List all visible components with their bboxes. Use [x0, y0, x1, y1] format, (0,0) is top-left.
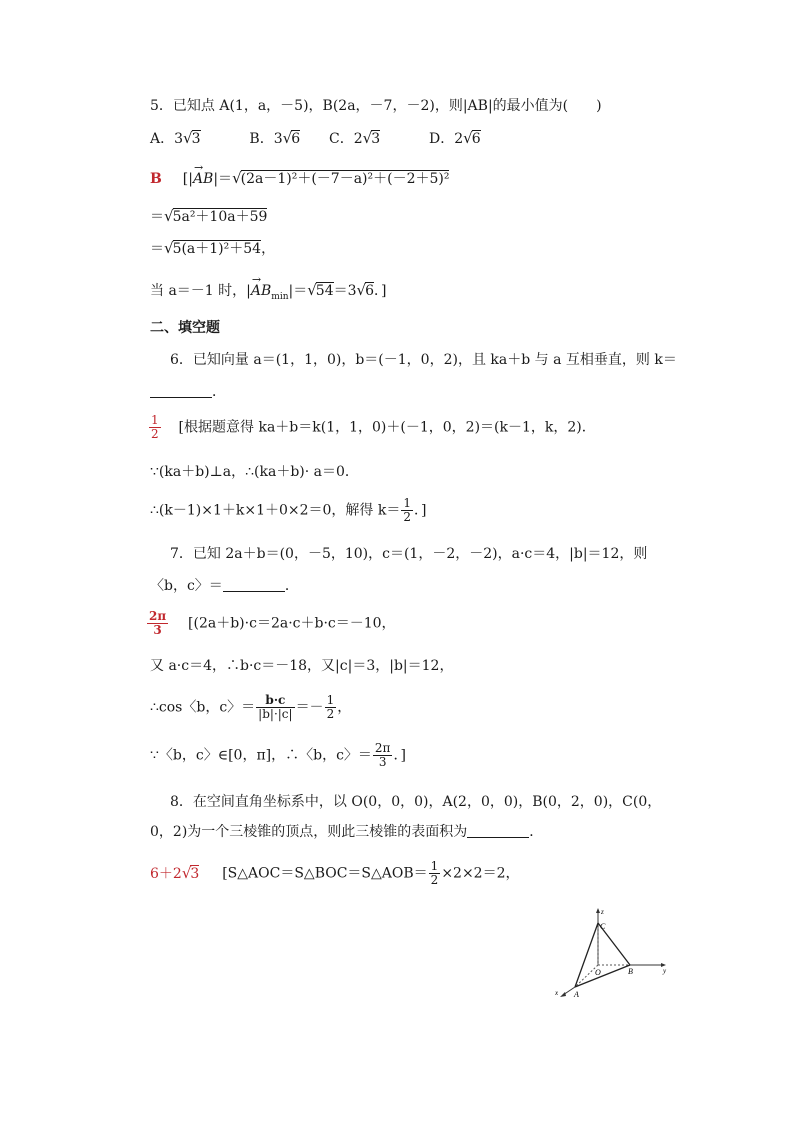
edge-ab	[575, 965, 630, 987]
q6-answer: $\frac{1}{2}$	[151, 413, 159, 441]
pyramid-figure	[555, 905, 675, 1000]
q7-solution-line2: 又 a·c＝4，∴b·c＝－18，又|c|＝3，|b|＝12，	[150, 658, 454, 674]
q8-answer: 6＋2√3	[150, 863, 200, 882]
q5-opt-d: D．2	[429, 131, 464, 147]
section-heading: 二、填空题	[150, 320, 220, 336]
label-a: A	[574, 990, 579, 999]
label-x: x	[555, 989, 559, 997]
q5-opt-a: A．3	[150, 131, 184, 147]
edge-ca	[575, 923, 598, 987]
q8-answer-blank	[467, 837, 529, 838]
label-y: y	[663, 967, 667, 975]
q5-solution-line3: ＝√5(a＋1)²＋54，	[150, 239, 276, 257]
q5-solution-line2: ＝√5a²＋10a＋59	[150, 207, 268, 225]
q6-answer-blank	[150, 397, 212, 398]
q7-solution-line1: $\frac{2\pi}{3}$ [(2a＋b)·c＝2a·c＋b·c＝－10，	[149, 609, 396, 637]
q6-solution-line2: ∵(ka＋b)⊥a，∴(ka＋b)· a＝0．	[150, 464, 359, 480]
q5-answer: B	[150, 171, 162, 187]
q5-opt-c: C．2	[329, 131, 363, 147]
q5-options: A．3√3 B．3√6 C．2√3 D．2√6	[150, 129, 481, 147]
q8-stem-line2: 0，2)为一个三棱锥的顶点，则此三棱锥的表面积为 ．	[150, 824, 544, 840]
q7-answer-blank	[223, 591, 285, 592]
label-o: O	[595, 968, 601, 977]
q8-stem: 8．在空间直角坐标系中，以 O(0，0，0)，A(2，0，0)，B(0，2，0)，C(0，	[170, 794, 662, 810]
q5-solution-line4: 当 a＝－1 时，|→ $AB_{min}|=√54=3√6$．]	[150, 280, 386, 307]
q5-solution-line1: B [|→ AB|＝√(2a－1)²＋(－7－a)²＋(－2＋5)²	[150, 168, 449, 189]
q8-solution-line1: 6＋2√3 [S△AOC＝S△BOC＝S△AOB＝ $\frac{1}{2}$ ×2×2＝2，	[150, 859, 520, 887]
q7-answer: $\frac{2\pi}{3}$	[149, 609, 167, 637]
q7-solution-line3: ∴cos〈b，c〉＝ $\frac{b\cdot c}{|b|\cdot|c|}$ ＝－ $\frac{1}{2}$ ，	[150, 693, 352, 721]
q6-solution-line1: $\frac{1}{2}$ [根据题意得 ka＋b＝k(1，1，0)＋(－1，0，2)＝(k－1，k，2)．	[151, 413, 596, 441]
label-c: C	[600, 922, 606, 931]
q5-stem: 5．已知点 A(1，a，－5)，B(2a，－7，－2)，则|AB|的最小值为( )	[150, 98, 602, 114]
q6-stem: 6．已知向量 a＝(1，1，0)，b＝(－1，0，2)，且 ka＋b 与 a 互相垂直，则 k＝	[170, 352, 677, 368]
label-z: z	[601, 908, 604, 916]
q7-stem: 7．已知 2a＋b＝(0，－5，10)，c＝(1，－2，－2)，a·c＝4，|b|＝12，则	[170, 546, 648, 562]
q6-blank-line: ．	[150, 382, 226, 402]
q5-opt-b: B．3	[249, 131, 283, 147]
label-b: B	[628, 967, 633, 976]
q7-solution-line4: ∵〈b，c〉∈[0，π]，∴〈b，c〉＝ $\frac{2\pi}{3}$ ．]	[150, 741, 406, 769]
q7-stem-line2: 〈b，c〉＝ ．	[150, 578, 299, 594]
q6-solution-line3: ∴(k－1)×1＋k×1＋0×2＝0，解得 k＝ $\frac{1}{2}$ ．]	[150, 496, 427, 524]
